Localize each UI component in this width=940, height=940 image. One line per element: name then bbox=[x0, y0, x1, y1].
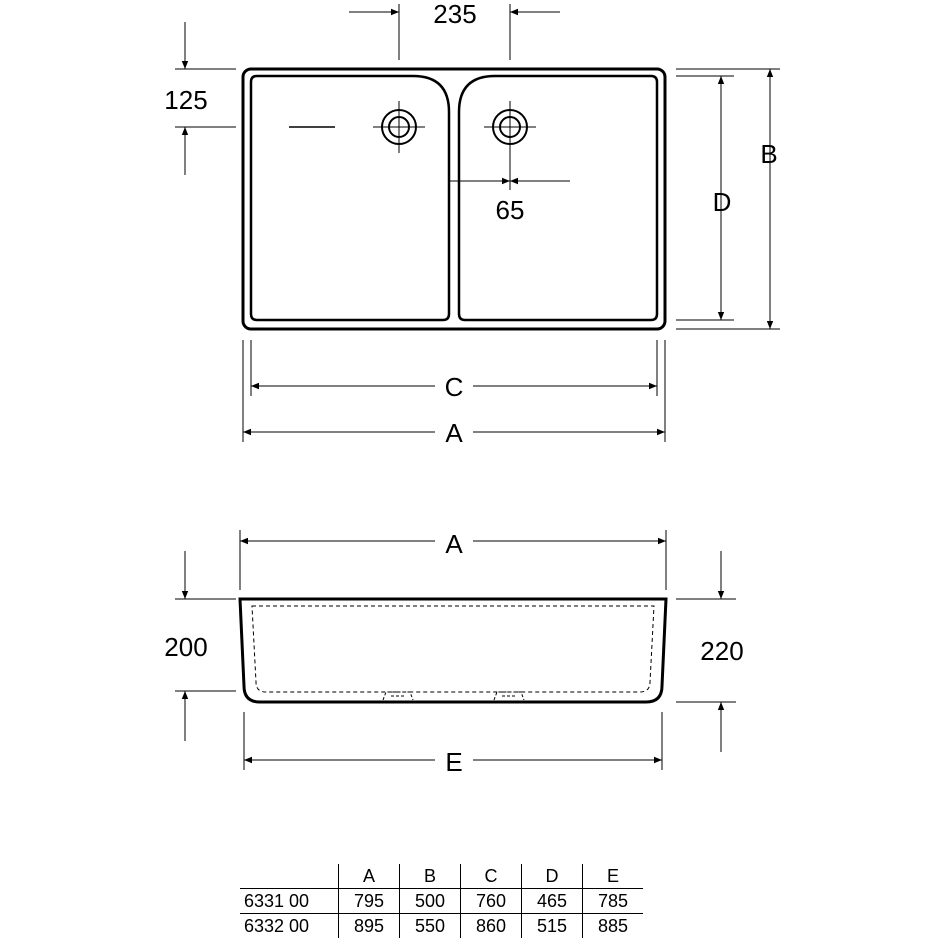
value-cell: 760 bbox=[461, 889, 522, 914]
right-drain-icon bbox=[484, 101, 536, 153]
sink-side-profile bbox=[240, 599, 666, 702]
dimension-a-top-label: A bbox=[445, 418, 463, 448]
dimension-200-label: 200 bbox=[164, 632, 208, 662]
table-row bbox=[240, 889, 643, 914]
sink-side-inner-hidden bbox=[252, 606, 654, 692]
header-model bbox=[240, 864, 339, 889]
model-cell: 6332 00 bbox=[240, 914, 339, 939]
value-cell: 860 bbox=[461, 914, 522, 939]
dimension-65-label: 65 bbox=[495, 195, 525, 225]
dimension-65 bbox=[449, 150, 570, 190]
dimension-b-label: B bbox=[760, 139, 778, 169]
dimension-125-label: 125 bbox=[164, 85, 208, 115]
left-drain-icon bbox=[373, 101, 425, 153]
header-d: D bbox=[522, 864, 583, 889]
right-basin bbox=[459, 76, 657, 320]
dimension-a-side-label: A bbox=[445, 529, 463, 559]
dimension-d-label: D bbox=[712, 187, 732, 217]
side-drain-left bbox=[383, 692, 413, 700]
left-basin bbox=[251, 76, 449, 320]
table-row bbox=[240, 914, 643, 939]
dimension-e-label: E bbox=[445, 747, 463, 777]
top-view bbox=[243, 69, 665, 329]
value-cell: 895 bbox=[339, 914, 400, 939]
header-a: A bbox=[339, 864, 400, 889]
header-b: B bbox=[400, 864, 461, 889]
dimension-c-label: C bbox=[444, 372, 464, 402]
value-cell: 785 bbox=[583, 889, 644, 914]
value-cell: 885 bbox=[583, 914, 644, 939]
value-cell: 500 bbox=[400, 889, 461, 914]
model-cell: 6331 00 bbox=[240, 889, 339, 914]
side-drain-right bbox=[494, 692, 524, 700]
header-c: C bbox=[461, 864, 522, 889]
value-cell: 465 bbox=[522, 889, 583, 914]
value-cell: 515 bbox=[522, 914, 583, 939]
dimension-220-label: 220 bbox=[700, 636, 744, 666]
value-cell: 550 bbox=[400, 914, 461, 939]
dimension-235-label: 235 bbox=[433, 0, 477, 29]
value-cell: 795 bbox=[339, 889, 400, 914]
spec-table bbox=[240, 864, 643, 938]
spec-table-header bbox=[240, 864, 643, 889]
sink-outer-rim bbox=[243, 69, 665, 329]
side-view bbox=[240, 599, 666, 702]
header-e: E bbox=[583, 864, 644, 889]
